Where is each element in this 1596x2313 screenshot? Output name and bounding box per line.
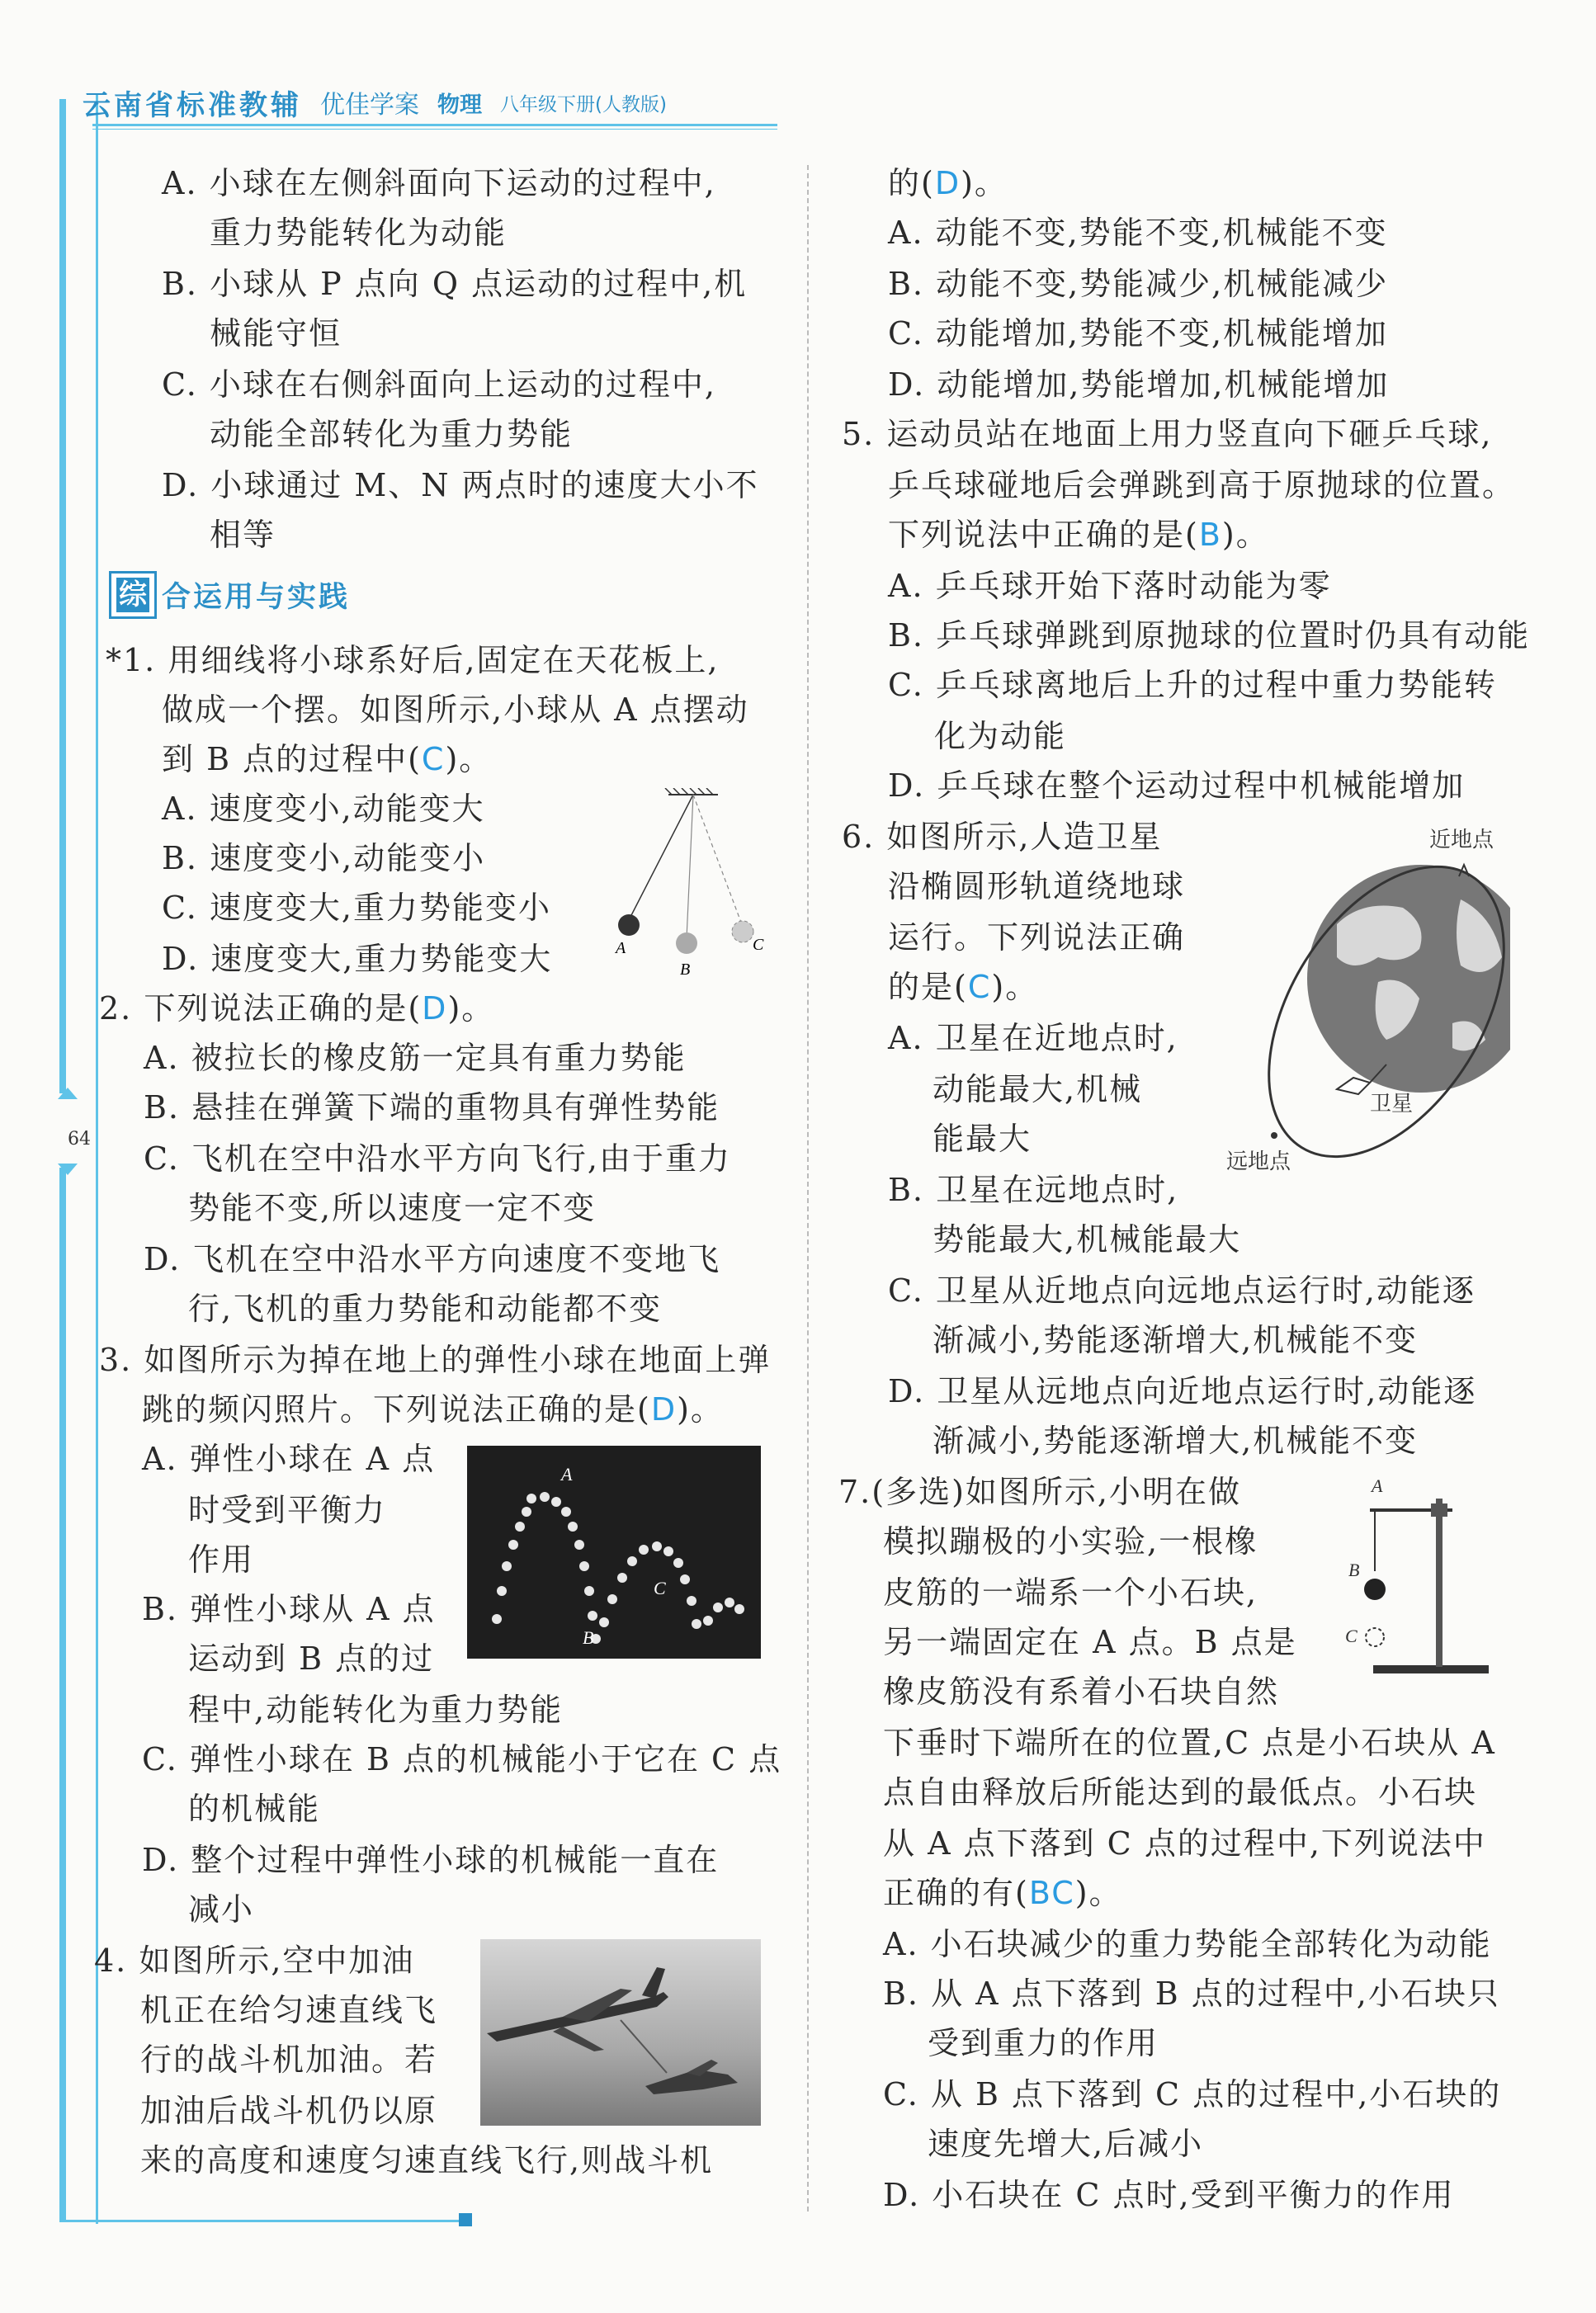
q6-option-a-line2: 动能最大,机械 [933, 1071, 1143, 1107]
q7-stem-line9: 正确的有(BC)。 [883, 1875, 1122, 1911]
stand-pole [1436, 1499, 1443, 1667]
q5-option-b: B. 乒乓球弹跳到原抛球的位置时仍具有动能 [888, 617, 1531, 654]
q7-stem-line7: 点自由释放后所能达到的最低点。小石块 [883, 1774, 1478, 1810]
bounce-label-c: C [654, 1578, 666, 1598]
q4-stem-line1: 4. 如图所示,空中加油 [94, 1942, 415, 1979]
prev-option-d-line2: 相等 [210, 517, 276, 553]
q7-stem-line3: 皮筋的一端系一个小石块, [883, 1574, 1258, 1611]
q6-stem-line3: 运行。下列说法正确 [888, 919, 1186, 956]
bungee-label-a: A [1372, 1475, 1383, 1496]
q2-option-a: A. 被拉长的橡皮筋一定具有重力势能 [144, 1040, 687, 1076]
orbit-label-satellite: 卫星 [1370, 1092, 1414, 1116]
section-heading [109, 571, 350, 619]
pendulum-label-b: B [680, 961, 691, 979]
satellite-icon [1337, 1078, 1370, 1094]
q6-option-c-line1: C. 卫星从近地点向远地点运行时,动能逐 [888, 1272, 1476, 1309]
margin-arrow-up-icon [58, 1088, 78, 1099]
prev-option-d-line1: D. 小球通过 M、N 两点时的速度大小不 [162, 467, 759, 503]
footer-square-mark [459, 2213, 472, 2226]
q5-stem-line3: 下列说法中正确的是(B)。 [888, 517, 1269, 553]
q5-stem-line2: 乒乓球碰地后会弹跳到高于原抛球的位置。 [888, 467, 1516, 503]
q7-option-b-line2: 受到重力的作用 [928, 2025, 1159, 2061]
q1-stem-line3: 到 B 点的过程中(C)。 [162, 741, 493, 777]
q3-option-a-line3: 作用 [188, 1541, 255, 1578]
q4-option-b: B. 动能不变,势能减少,机械能减少 [888, 266, 1389, 302]
q4-answer: D [934, 165, 961, 201]
bounce-label-b: B [583, 1627, 594, 1648]
q6-answer: C [967, 969, 992, 1005]
prev-option-b-line1: B. 小球从 P 点向 Q 点运动的过程中,机 [162, 266, 748, 302]
header-subject: 物理 [437, 92, 482, 118]
running-header [83, 81, 667, 124]
pendulum-figure [611, 788, 776, 986]
orbit-label-near: 近地点 [1429, 828, 1494, 852]
q6-option-a-line3: 能最大 [933, 1121, 1032, 1157]
q4-stem-line4: 加油后战斗机仍以原 [140, 2093, 438, 2129]
q4-stem-line5: 来的高度和速度匀速直线飞行,则战斗机 [140, 2142, 714, 2178]
orbit-label-far: 远地点 [1226, 1149, 1291, 1174]
q3-stem-line1: 3. 如图所示为掉在地上的弹性小球在地面上弹 [99, 1342, 772, 1378]
q7-option-b-line1: B. 从 A 点下落到 B 点的过程中,小石块只 [883, 1975, 1500, 2012]
q5-option-a: A. 乒乓球开始下落时动能为零 [888, 568, 1332, 604]
prev-option-a-line2: 重力势能转化为动能 [210, 215, 508, 251]
q5-option-c-line2: 化为动能 [934, 718, 1067, 754]
q3-option-a-line2: 时受到平衡力 [188, 1492, 387, 1528]
prev-option-b-line2: 械能守恒 [210, 315, 342, 352]
q6-option-c-line2: 渐减小,势能逐渐增大,机械能不变 [933, 1322, 1419, 1358]
q2-option-c-line2: 势能不变,所以速度一定不变 [188, 1190, 597, 1226]
q4-option-c: C. 动能增加,势能不变,机械能增加 [888, 315, 1389, 352]
q5-answer: B [1198, 517, 1222, 553]
satellite-orbit-figure [1213, 817, 1510, 1180]
left-inner-rule [96, 95, 98, 2224]
q6-option-a-line1: A. 卫星在近地点时, [888, 1020, 1178, 1056]
q1-stem-line1: *1. 用细线将小球系好后,固定在天花板上, [106, 642, 720, 678]
prev-option-c-line2: 动能全部转化为重力势能 [210, 416, 574, 452]
q1-option-c: C. 速度变大,重力势能变小 [162, 890, 551, 926]
q1-stem-line2: 做成一个摆。如图所示,小球从 A 点摆动 [162, 692, 749, 728]
q7-stem-line2: 模拟蹦极的小实验,一根橡 [883, 1523, 1258, 1560]
footer-rule [59, 2220, 472, 2222]
q2-option-c-line1: C. 飞机在空中沿水平方向飞行,由于重力 [144, 1140, 731, 1177]
q3-option-b-line2: 运动到 B 点的过 [188, 1640, 435, 1677]
q2-stem: 2. 下列说法正确的是(D)。 [99, 990, 495, 1027]
q6-stem-line4: 的是(C)。 [888, 969, 1039, 1005]
q3-option-c-line2: 的机械能 [188, 1791, 321, 1827]
q7-option-c-line1: C. 从 B 点下落到 C 点的过程中,小石块的 [883, 2076, 1502, 2112]
q1-option-b: B. 速度变小,动能变小 [162, 840, 486, 876]
q4-option-a: A. 动能不变,势能不变,机械能不变 [888, 215, 1388, 251]
q6-option-d-line2: 渐减小,势能逐渐增大,机械能不变 [933, 1423, 1419, 1459]
section-title: 合运用与实践 [162, 581, 351, 614]
bungee-stand-figure [1337, 1474, 1502, 1688]
header-rule [92, 124, 777, 126]
earth-globe [1307, 865, 1510, 1093]
stand-base [1373, 1665, 1489, 1673]
q3-option-a-line1: A. 弹性小球在 A 点 [142, 1441, 436, 1477]
q6-option-b-line2: 势能最大,机械能最大 [933, 1221, 1242, 1258]
q5-option-d: D. 乒乓球在整个运动过程中机械能增加 [888, 767, 1466, 804]
bungee-label-c: C [1345, 1626, 1358, 1646]
stone-at-b [1364, 1579, 1386, 1600]
bouncing-ball-photo [467, 1446, 761, 1659]
pendulum-ball-a [618, 914, 640, 936]
q1-option-d: D. 速度变大,重力势能变大 [162, 941, 553, 977]
column-divider [807, 165, 809, 2212]
q3-option-c-line1: C. 弹性小球在 B 点的机械能小于它在 C 点 [142, 1741, 782, 1777]
q3-option-d-line1: D. 整个过程中弹性小球的机械能一直在 [142, 1842, 720, 1878]
header-brand: 云南省标准教辅 [83, 88, 302, 122]
prev-option-a-line1: A. 小球在左侧斜面向下运动的过程中, [162, 165, 716, 201]
pendulum-label-a: A [616, 939, 626, 957]
q5-stem-line1: 5. 运动员站在地面上用力竖直向下砸乒乓球, [842, 416, 1493, 452]
q2-option-d-line2: 行,飞机的重力势能和动能都不变 [188, 1291, 663, 1327]
bungee-label-b: B [1348, 1560, 1360, 1580]
refueling-aircraft-photo [480, 1939, 761, 2126]
pendulum-ball-b [676, 932, 697, 954]
q7-option-c-line2: 速度先增大,后减小 [928, 2126, 1204, 2162]
q1-answer: C [421, 741, 446, 777]
q4-option-d: D. 动能增加,势能增加,机械能增加 [888, 366, 1390, 403]
q7-option-a: A. 小石块减少的重力势能全部转化为动能 [883, 1926, 1492, 1962]
q7-stem-line8: 从 A 点下落到 C 点的过程中,下列说法中 [883, 1825, 1486, 1862]
q7-stem-line5: 橡皮筋没有系着小石块自然 [883, 1673, 1280, 1710]
bounce-label-a: A [561, 1464, 573, 1485]
q6-option-b-line1: B. 卫星在远地点时, [888, 1172, 1179, 1208]
q6-option-d-line1: D. 卫星从远地点向近地点运行时,动能逐 [888, 1373, 1477, 1409]
q1-option-a: A. 速度变小,动能变大 [162, 791, 485, 827]
q6-stem-line2: 沿椭圆形轨道绕地球 [888, 868, 1186, 904]
header-series: 优佳学案 [320, 91, 419, 120]
pendulum-label-c: C [753, 936, 764, 954]
q3-option-d-line2: 减小 [188, 1891, 255, 1928]
header-grade: 八年级下册(人教版) [500, 93, 667, 116]
q6-stem-line1: 6. 如图所示,人造卫星 [842, 819, 1163, 855]
q2-option-d-line1: D. 飞机在空中沿水平方向速度不变地飞 [144, 1241, 721, 1277]
q3-answer: D [650, 1391, 678, 1428]
q4-cont-stem: 的(D)。 [888, 165, 1008, 201]
prev-option-c-line1: C. 小球在右侧斜面向上运动的过程中, [162, 366, 716, 403]
q3-option-b-line1: B. 弹性小球从 A 点 [142, 1591, 436, 1627]
q7-option-d: D. 小石块在 C 点时,受到平衡力的作用 [883, 2177, 1455, 2213]
stone-at-c [1366, 1628, 1384, 1646]
q3-stem-line2: 跳的频闪照片。下列说法正确的是(D)。 [142, 1391, 724, 1428]
q7-stem-line6: 下垂时下端所在的位置,C 点是小石块从 A [883, 1725, 1496, 1761]
q7-stem-line1: 7.(多选)如图所示,小明在做 [838, 1474, 1241, 1510]
margin-arrow-down-icon [58, 1164, 78, 1175]
q2-answer: D [422, 990, 448, 1027]
q4-stem-line3: 行的战斗机加油。若 [140, 2042, 438, 2078]
q5-option-c-line1: C. 乒乓球离地后上升的过程中重力势能转 [888, 667, 1497, 703]
q7-stem-line4: 另一端固定在 A 点。B 点是 [883, 1624, 1297, 1660]
page-number: 64 [68, 1129, 91, 1149]
section-badge: 综 [109, 571, 157, 619]
q4-stem-line2: 机正在给匀速直线飞 [140, 1992, 438, 2028]
pendulum-ball-c [732, 921, 753, 942]
q2-option-b: B. 悬挂在弹簧下端的重物具有弹性势能 [144, 1089, 720, 1126]
q3-option-b-line3: 程中,动能转化为重力势能 [188, 1692, 564, 1728]
q7-answer: BC [1028, 1875, 1075, 1911]
